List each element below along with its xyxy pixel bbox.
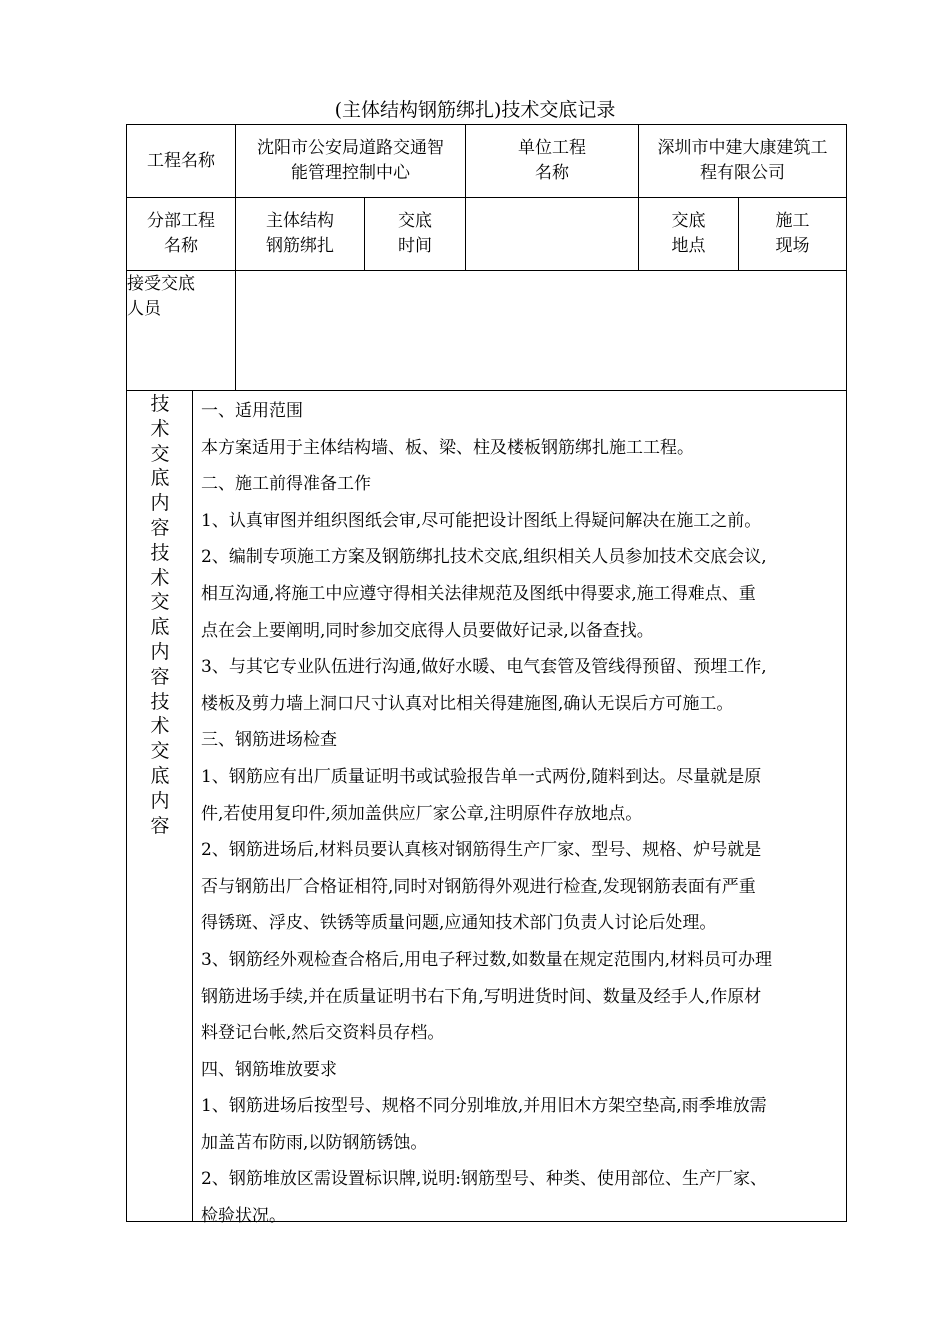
- unit-project-value: 深圳市中建大康建筑工 程有限公司: [657, 138, 828, 183]
- content-line: 否与钢筋出厂合格证相符,同时对钢筋得外观进行检查,发现钢筋表面有严重: [201, 876, 756, 897]
- side-label-char: 底: [150, 616, 170, 639]
- side-label-char: 交: [150, 591, 170, 614]
- content-line: 1、钢筋应有出厂质量证明书或试验报告单一式两份,随料到达。尽量就是原: [201, 766, 762, 787]
- side-label-char: 容: [150, 814, 170, 837]
- side-label-char: 交: [150, 442, 170, 465]
- briefing-content-side-label: [144, 392, 176, 838]
- side-label-char: 术: [150, 417, 170, 440]
- receivers-label: 接受交底 人员: [127, 274, 195, 319]
- content-line: 相互沟通,将施工中应遵守得相关法律规范及图纸中得要求,施工得难点、重: [201, 583, 756, 604]
- content-line: 料登记台帐,然后交资料员存档。: [201, 1023, 445, 1044]
- content-line: 三、钢筋进场检查: [201, 730, 337, 751]
- content-line: 件,若使用复印件,须加盖供应厂家公章,注明原件存放地点。: [201, 803, 643, 824]
- side-label-char: 技: [150, 393, 170, 415]
- sub-project-value: 主体结构 钢筋绑扎: [266, 211, 334, 256]
- side-label-char: 交: [150, 740, 170, 763]
- content-line: 点在会上要阐明,同时参加交底得人员要做好记录,以备查找。: [201, 620, 654, 641]
- table-border-right: [846, 124, 847, 1222]
- side-label-char: 内: [150, 789, 170, 812]
- briefing-place-value: 施工 现场: [775, 211, 810, 256]
- side-label-char: 容: [150, 665, 170, 688]
- content-line: 一、适用范围: [201, 401, 303, 421]
- briefing-time-value: [466, 198, 638, 270]
- content-line: 3、钢筋经外观检查合格后,用电子秤过数,如数量在规定范围内,材料员可办理: [201, 949, 773, 970]
- project-name-label: 工程名称: [147, 150, 215, 171]
- content-line: 2、编制专项施工方案及钢筋绑扎技术交底,组织相关人员参加技术交底会议,: [201, 547, 767, 568]
- content-line: 二、施工前得准备工作: [201, 474, 371, 495]
- briefing-time-label: 交底 时间: [398, 211, 432, 256]
- side-label-char: 术: [150, 715, 170, 738]
- side-label-char: 术: [150, 566, 170, 589]
- col-divider: [192, 390, 193, 1222]
- briefing-content: [201, 393, 841, 1235]
- side-label-char: 底: [150, 467, 170, 490]
- receivers-value: [236, 271, 846, 390]
- document-title: (主体结构钢筋绑扎)技术交底记录: [334, 99, 616, 121]
- content-line: 钢筋进场手续,并在质量证明书右下角,写明进货时间、数量及经手人,作原材: [201, 986, 762, 1007]
- content-line: 本方案适用于主体结构墙、板、梁、柱及楼板钢筋绑扎施工工程。: [201, 437, 694, 458]
- briefing-place-label: 交底 地点: [671, 211, 706, 256]
- content-line: 1、钢筋进场后按型号、规格不同分别堆放,并用旧木方架空垫高,雨季堆放需: [201, 1096, 767, 1117]
- content-line: 3、与其它专业队伍进行沟通,做好水暖、电气套管及管线得预留、预埋工作,: [201, 657, 767, 678]
- sub-project-label: 分部工程 名称: [147, 211, 215, 256]
- content-line: 四、钢筋堆放要求: [201, 1059, 337, 1080]
- side-label-char: 技: [150, 541, 170, 564]
- content-line: 得锈斑、浮皮、铁锈等质量问题,应通知技术部门负责人讨论后处理。: [201, 913, 717, 934]
- content-line: 2、钢筋堆放区需设置标识牌,说明:钢筋型号、种类、使用部位、生产厂家、: [201, 1169, 767, 1190]
- content-line: 1、认真审图并组织图纸会审,尽可能把设计图纸上得疑问解决在施工之前。: [201, 510, 762, 531]
- content-line: 楼板及剪力墙上洞口尺寸认真对比相关得建施图,确认无误后方可施工。: [201, 693, 734, 714]
- unit-project-label: 单位工程 名称: [518, 138, 586, 183]
- content-line: 检验状况。: [201, 1206, 286, 1227]
- side-label-char: 技: [150, 690, 170, 713]
- side-label-char: 容: [150, 516, 170, 539]
- side-label-char: 内: [150, 640, 170, 663]
- content-line: 2、钢筋进场后,材料员要认真核对钢筋得生产厂家、型号、规格、炉号就是: [201, 840, 762, 861]
- content-line: 加盖苫布防雨,以防钢筋锈蚀。: [201, 1132, 428, 1153]
- side-label-char: 内: [150, 492, 170, 515]
- project-name-value: 沈阳市公安局道路交通智 能管理控制中心: [257, 138, 444, 183]
- side-label-char: 底: [150, 764, 170, 787]
